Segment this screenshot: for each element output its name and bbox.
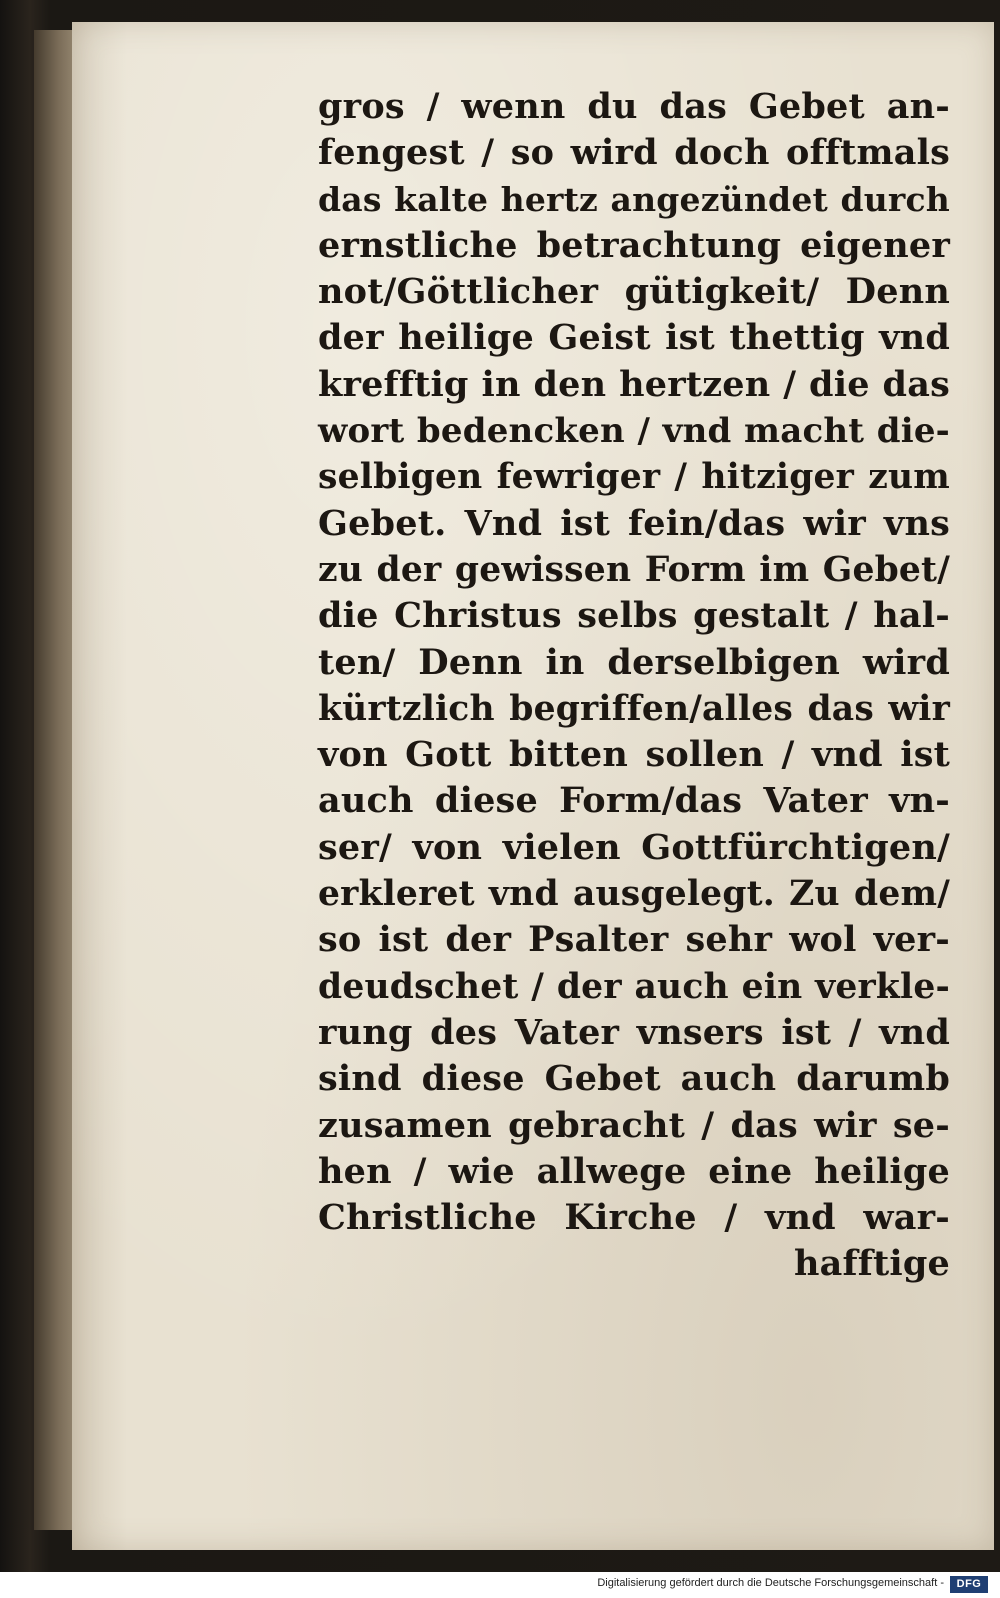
text-line: ten/ Denn in derselbigen wird	[318, 641, 950, 683]
text-line: gros / wenn du das Gebet an-	[318, 86, 950, 127]
text-line: der heilige Geist ist thettig vnd	[318, 317, 950, 359]
funding-notice: Digitalisierung gefördert durch die Deutsche Forschungsgemeinschaft -	[597, 1577, 944, 1589]
text-line: hen / wie allwege eine heilige	[318, 1150, 950, 1192]
text-line: von Gott bitten sollen / vnd ist	[318, 734, 950, 776]
text-line: ser/ von vielen Gottfürchtigen/	[318, 826, 950, 868]
text-line: wort bedencken / vnd macht die-	[318, 411, 950, 452]
text-line: erkleret vnd ausgelegt. Zu dem/	[318, 874, 950, 915]
text-line: deudschet / der auch ein verkle-	[318, 966, 950, 1007]
text-line: auch diese Form/das Vater vn-	[318, 780, 950, 822]
page-text-block	[318, 84, 950, 1288]
text-line: selbigen fewriger / hitziger zum	[318, 457, 950, 498]
text-line: fengest / so wird doch offtmals	[318, 132, 950, 174]
text-line: krefftig in den hertzen / die das	[318, 363, 950, 405]
text-line: das kalte hertz angezündet durch	[318, 179, 950, 219]
catchword: hafftige	[793, 1243, 950, 1285]
text-line: zu der gewissen Form im Gebet/	[318, 549, 950, 590]
text-line: kürtzlich begriffen/alles das wir	[318, 688, 950, 729]
text-line: ernstliche betrachtung eigener	[318, 224, 950, 266]
dfg-logo: DFG	[950, 1576, 988, 1593]
text-line: rung des Vater vnsers ist / vnd	[318, 1011, 950, 1053]
text-line: Christliche Kirche / vnd war-	[318, 1197, 950, 1239]
digitization-footer	[0, 1572, 1000, 1598]
text-line: not/Göttlicher gütigkeit/ Denn	[318, 271, 950, 313]
text-line: zusamen gebracht / das wir se-	[318, 1104, 950, 1146]
text-line: die Christus selbs gestalt / hal-	[318, 595, 950, 637]
text-line: so ist der Psalter sehr wol ver-	[318, 919, 950, 961]
text-line: Gebet. Vnd ist fein/das wir vns	[318, 502, 950, 544]
text-line: sind diese Gebet auch darumb	[318, 1058, 950, 1100]
